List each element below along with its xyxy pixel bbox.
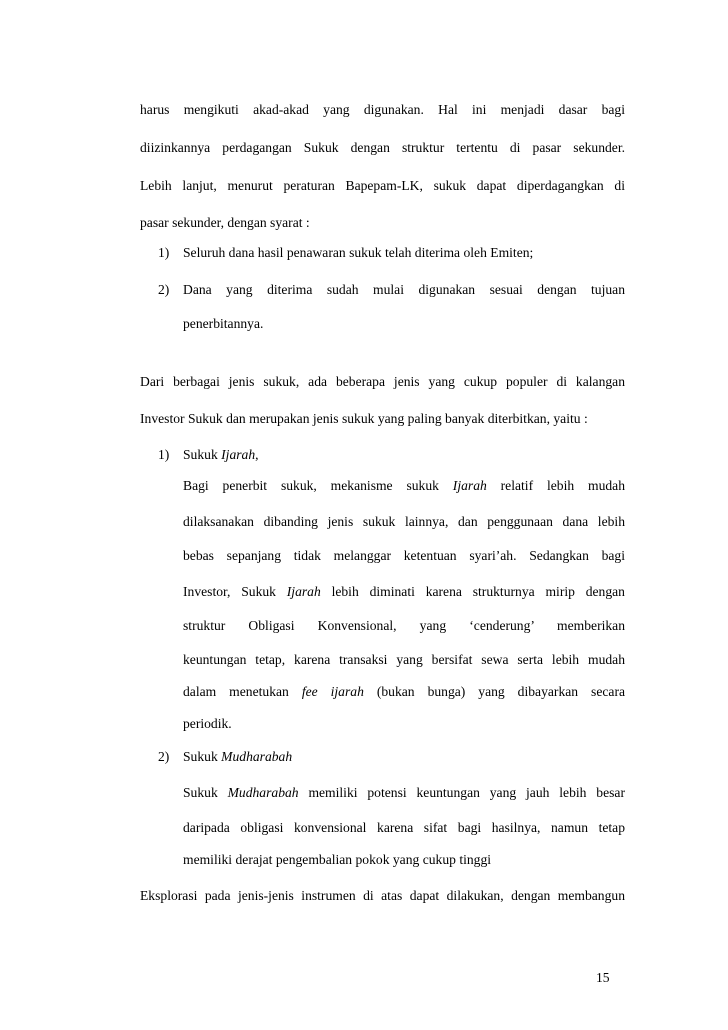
item1-body-line-7: dalam menetukan fee ijarah (bukan bunga) yang dibayarkan secara <box>183 684 625 699</box>
item1-num: 1) <box>158 447 170 462</box>
item2-body-line-3: memiliki derajat pengembalian pokok yang cukup tinggi <box>183 852 492 867</box>
para1-line-3: Lebih lanjut, menurut peraturan Bapepam-LK, sukuk dapat diperdagangkan di <box>140 178 625 193</box>
item1-body-line-8: periodik. <box>183 716 232 731</box>
para2-line-1: Dari berbagai jenis sukuk, ada beberapa jenis yang cukup populer di kalangan <box>140 374 625 389</box>
item1-body-line-6: keuntungan tetap, karena transaksi yang bersifat sewa serta lebih mudah <box>183 652 625 667</box>
item2-num: 2) <box>158 749 170 764</box>
closing-line: Eksplorasi pada jenis-jenis instrumen di atas dapat dilakukan, dengan membangun <box>140 888 625 903</box>
para1-line-2: diizinkannya perdagangan Sukuk dengan struktur tertentu di pasar sekunder. <box>140 140 625 155</box>
para1-line-1: harus mengikuti akad-akad yang digunakan. Hal ini menjadi dasar bagi <box>140 102 625 117</box>
item1-heading: Sukuk Ijarah, <box>183 447 259 462</box>
item1-body-line-5: struktur Obligasi Konvensional, yang ‘cenderung’ memberikan <box>183 618 625 633</box>
list1-num-1: 1) <box>158 245 170 260</box>
item1-body-line-2: dilaksanakan dibanding jenis sukuk lainnya, dan penggunaan dana lebih <box>183 514 625 529</box>
list1-num-2: 2) <box>158 282 170 297</box>
item1-body-line-3: bebas sepanjang tidak melanggar ketentuan syari’ah. Sedangkan bagi <box>183 548 625 563</box>
page-number: 15 <box>596 970 610 985</box>
item2-body-line-1: Sukuk Mudharabah memiliki potensi keuntungan yang jauh lebih besar <box>183 785 625 800</box>
item2-heading: Sukuk Mudharabah <box>183 749 293 764</box>
para1-line-4: pasar sekunder, dengan syarat : <box>140 215 310 230</box>
list1-item-1: Seluruh dana hasil penawaran sukuk telah diterima oleh Emiten; <box>183 245 534 260</box>
item1-body-line-1: Bagi penerbit sukuk, mekanisme sukuk Ijarah relatif lebih mudah <box>183 478 626 493</box>
item1-body-line-4: Investor, Sukuk Ijarah lebih diminati karena strukturnya mirip dengan <box>183 584 625 599</box>
list1-item-2-cont: penerbitannya. <box>183 316 264 331</box>
para2-line-2: Investor Sukuk dan merupakan jenis sukuk yang paling banyak diterbitkan, yaitu : <box>140 411 588 426</box>
list1-item-2: Dana yang diterima sudah mulai digunakan sesuai dengan tujuan <box>183 282 625 297</box>
item2-body-line-2: daripada obligasi konvensional karena sifat bagi hasilnya, namun tetap <box>183 820 625 835</box>
